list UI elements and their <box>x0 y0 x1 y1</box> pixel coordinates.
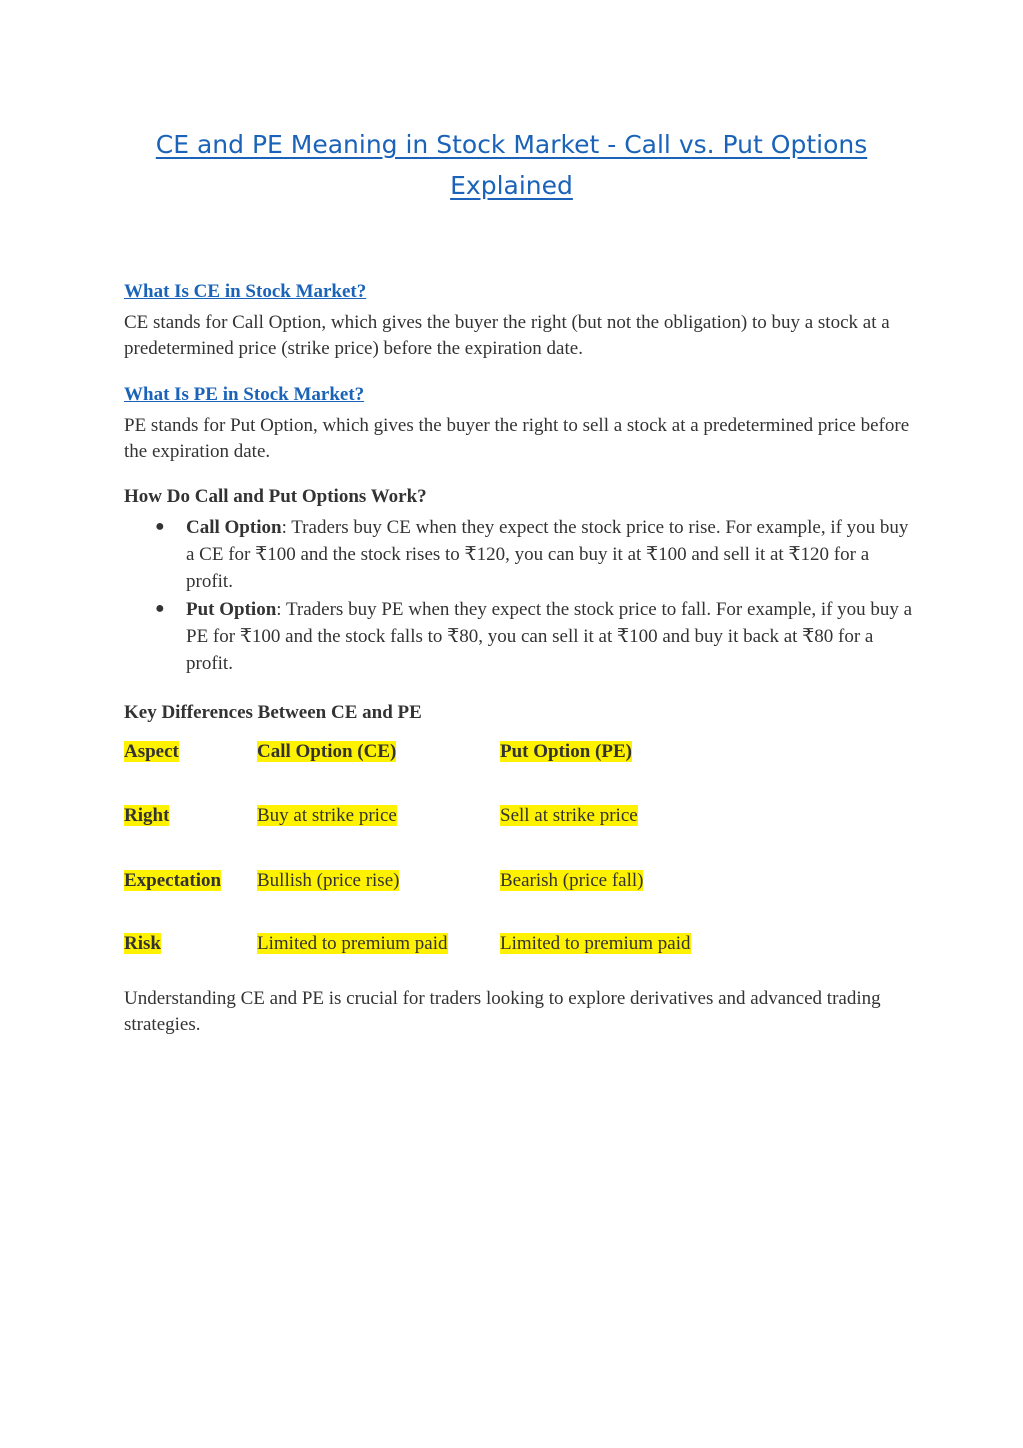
list-item-text: : Traders buy PE when they expect the stock price to fall. For example, if you buy a PE for ₹100 and the stock falls to ₹80, you can sell it at ₹100 and buy it back at ₹80 for a profit. <box>186 599 913 674</box>
bullet-dot-icon: ● <box>155 600 165 617</box>
table-cell: Limited to premium paid <box>500 933 691 954</box>
table-header-cell: Aspect <box>124 741 179 762</box>
table-row-header: Risk <box>124 933 161 954</box>
ce-description: CE stands for Call Option, which gives the buyer the right (but not the obligation) to buy a stock at a predetermined price (strike price) before the expiration date. <box>124 312 890 359</box>
bullet-dot-icon: ● <box>155 518 165 535</box>
conclusion-paragraph: Understanding CE and PE is crucial for traders looking to explore derivatives and advanced trading strategies. <box>124 988 881 1035</box>
list-item-label: Put Option <box>186 599 277 620</box>
table-cell: Bearish (price fall) <box>500 870 644 891</box>
pe-heading-link[interactable]: What Is PE in Stock Market? <box>124 384 365 405</box>
page-title[interactable]: CE and PE Meaning in Stock Market - Call vs. Put Options Explained <box>155 130 868 200</box>
table-cell: Sell at strike price <box>500 805 638 826</box>
table-row-header: Expectation <box>124 870 222 891</box>
table-row-header: Right <box>124 805 170 826</box>
how-heading: How Do Call and Put Options Work? <box>124 486 427 507</box>
list-item-text: : Traders buy CE when they expect the stock price to rise. For example, if you buy a CE for ₹100 and the stock rises to ₹120, you can buy it at ₹100 and sell it at ₹120 for a profit. <box>186 517 909 592</box>
list-item-label: Call Option <box>186 517 282 538</box>
ce-heading-link[interactable]: What Is CE in Stock Market? <box>124 281 367 302</box>
table-cell: Bullish (price rise) <box>257 870 400 891</box>
list-item-call-option <box>186 514 914 595</box>
table-cell: Buy at strike price <box>257 805 397 826</box>
table-cell: Limited to premium paid <box>257 933 448 954</box>
list-item-put-option <box>186 596 914 677</box>
table-header-cell: Put Option (PE) <box>500 741 632 762</box>
pe-description: PE stands for Put Option, which gives the buyer the right to sell a stock at a predetermined price before the expiration date. <box>124 415 910 462</box>
differences-heading: Key Differences Between CE and PE <box>124 702 422 723</box>
table-header-cell: Call Option (CE) <box>257 741 397 762</box>
